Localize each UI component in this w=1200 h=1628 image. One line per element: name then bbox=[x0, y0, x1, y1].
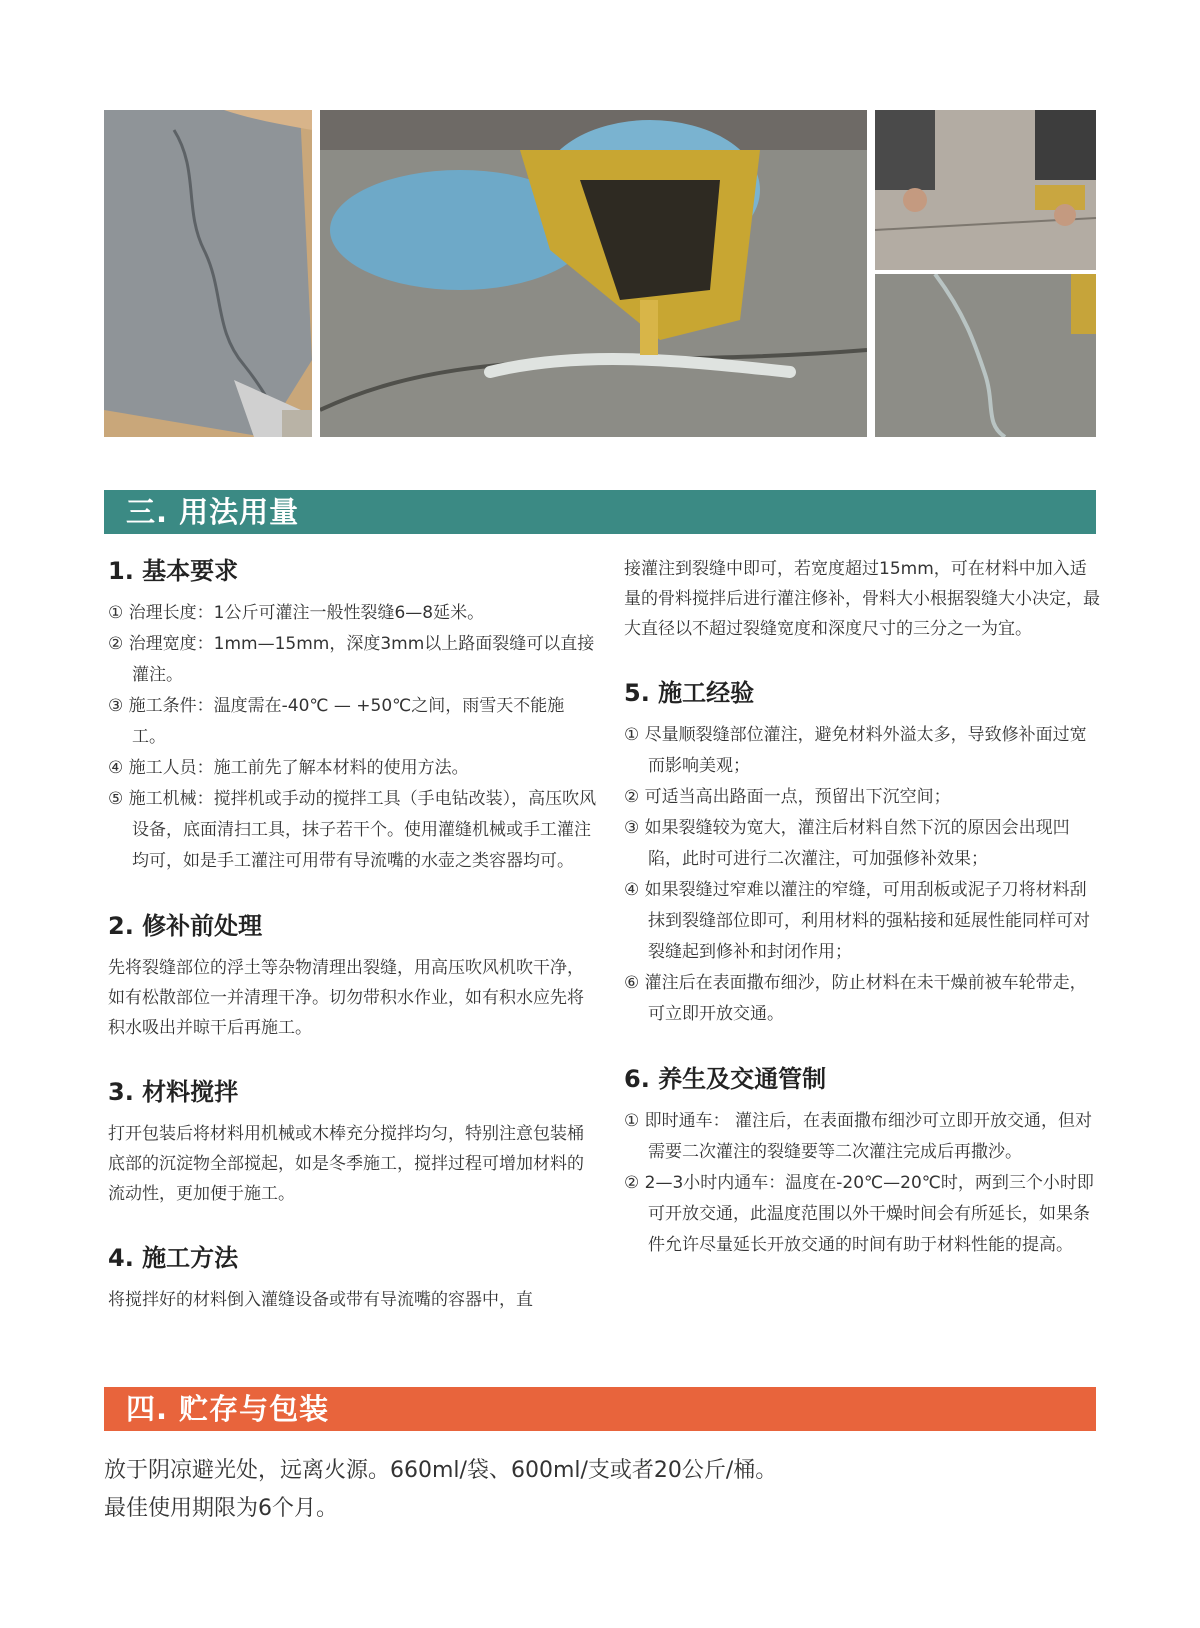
list-item: ② 2—3小时内通车：温度在-20℃—20℃时，两到三个小时即可开放交通，此温度范围以外干燥时间会有所延长，如果条件允许尽量延长开放交通的时间有助于材料性能的提高。 bbox=[624, 1173, 1094, 1255]
section-usage-banner: 三. 用法用量 bbox=[104, 490, 1096, 534]
list-item: ⑥ 灌注后在表面撒布细沙，防止材料在未干燥前被车轮带走，可立即开放交通。 bbox=[624, 973, 1087, 1024]
mixing-title: 3. 材料搅拌 bbox=[108, 1078, 239, 1106]
left-column bbox=[108, 556, 598, 1315]
pretreatment-text: 先将裂缝部位的浮土等杂物清理出裂缝，用高压吹风机吹干净，如有松散部位一并清理干净。切勿带积水作业，如有积水应先将积水吸出并晾干后再施工。 bbox=[108, 958, 584, 1038]
experience-title: 5. 施工经验 bbox=[624, 679, 755, 707]
list-item: ③ 施工条件：温度需在-40℃ — +50℃之间，雨雪天不能施工。 bbox=[108, 696, 565, 747]
list-item: ② 治理宽度：1mm—15mm，深度3mm以上路面裂缝可以直接灌注。 bbox=[108, 634, 595, 685]
pouring-pouch-photo bbox=[320, 110, 867, 437]
pretreatment-title: 2. 修补前处理 bbox=[108, 912, 263, 940]
list-item: ① 治理长度：1公斤可灌注一般性裂缝6—8延米。 bbox=[108, 603, 485, 623]
curing-traffic-title: 6. 养生及交通管制 bbox=[624, 1065, 827, 1093]
construction-method-title: 4. 施工方法 bbox=[108, 1244, 239, 1272]
list-item: ② 可适当高出路面一点，预留出下沉空间； bbox=[624, 787, 951, 807]
construction-method-text: 将搅拌好的材料倒入灌缝设备或带有导流嘴的容器中，直 bbox=[108, 1290, 533, 1310]
list-item: ⑤ 施工机械：搅拌机或手动的搅拌工具（手电钻改装），高压吹风设备，底面清扫工具，抹子若干个。使用灌缝机械或手工灌注均可，如是手工灌注可用带有导流嘴的水壶之类容器均可。 bbox=[108, 789, 597, 871]
list-item: ③ 如果裂缝较为宽大，灌注后材料自然下沉的原因会出现凹陷，此时可进行二次灌注，可加强修补效果； bbox=[624, 818, 1070, 869]
section-storage-banner: 四. 贮存与包装 bbox=[104, 1387, 1096, 1431]
list-item: ① 即时通车： 灌注后，在表面撒布细沙可立即开放交通，但对需要二次灌注的裂缝要等二次灌注完成后再撒沙。 bbox=[624, 1111, 1093, 1162]
storage-text-block bbox=[104, 1452, 1096, 1528]
right-column bbox=[624, 560, 1100, 1261]
storage-line-1: 放于阴凉避光处，远离火源。660ml/袋、600ml/支或者20公斤/桶。 bbox=[104, 1458, 778, 1483]
basic-requirements-title: 1. 基本要求 bbox=[108, 557, 239, 585]
workers-pouring-photo bbox=[875, 110, 1096, 270]
list-item: ④ 如果裂缝过窄难以灌注的窄缝，可用刮板或泥子刀将材料刮抹到裂缝部位即可，利用材料的强粘接和延展性能同样可对裂缝起到修补和封闭作用； bbox=[624, 880, 1090, 962]
mixing-text: 打开包装后将材料用机械或木棒充分搅拌均匀，特别注意包装桶底部的沉淀物全部搅起，如是冬季施工，搅拌过程可增加材料的流动性，更加便于施工。 bbox=[108, 1124, 584, 1204]
list-item: ④ 施工人员：施工前先了解本材料的使用方法。 bbox=[108, 758, 469, 778]
construction-method-text-continued: 接灌注到裂缝中即可，若宽度超过15mm，可在材料中加入适量的骨料搅拌后进行灌注修补，骨料大小根据裂缝大小决定，最大直径以不超过裂缝宽度和深度尺寸的三分之一为宜。 bbox=[624, 559, 1100, 639]
tile-crack-photo bbox=[104, 110, 312, 437]
repaired-crack-photo bbox=[875, 274, 1096, 437]
list-item: ① 尽量顺裂缝部位灌注，避免材料外溢太多，导致修补面过宽而影响美观； bbox=[624, 725, 1087, 776]
storage-line-2: 最佳使用期限为6个月。 bbox=[104, 1496, 338, 1521]
